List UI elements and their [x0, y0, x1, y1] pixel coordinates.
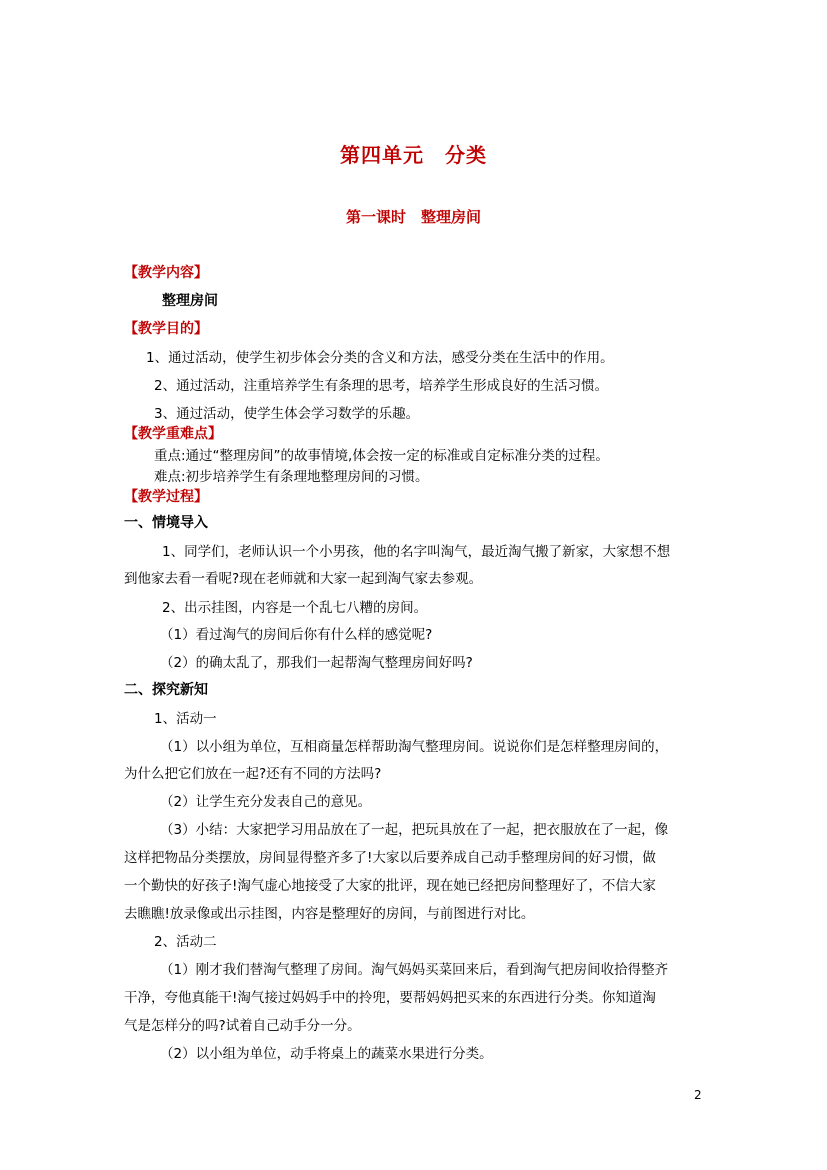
part1-p1-line2: 到他家去看一看呢?现在老师就和大家一起到淘气家去参观。 [124, 571, 483, 587]
part1-p2: 2、出示挂图，内容是一个乱七八糟的房间。 [162, 600, 428, 616]
activity-2-item1-line2: 干净，夸他真能干!淘气接过妈妈手中的拎兜，要帮妈妈把买来的东西进行分类。你知道淘 [124, 990, 656, 1006]
part1-q1: （1）看过淘气的房间后你有什么样的感觉呢? [160, 627, 433, 643]
page-number: 2 [694, 1088, 702, 1102]
activity-1-item3-line3: 一个勤快的好孩子!淘气虚心地接受了大家的批评，现在她已经把房间整理好了，不信大家 [124, 878, 656, 894]
activity-2-label: 2、活动二 [154, 934, 217, 950]
difficult-point: 难点:初步培养学生有条理地整理房间的习惯。 [154, 469, 429, 485]
content-heading: 【教学内容】 [124, 265, 208, 281]
part1-heading: 一、情境导入 [124, 515, 208, 531]
activity-2-item2: （2）以小组为单位，动手将桌上的蔬菜水果进行分类。 [160, 1046, 493, 1062]
activity-1-item2: （2）让学生充分发表自己的意见。 [160, 794, 372, 810]
goals-heading: 【教学目的】 [124, 321, 208, 337]
lesson-subtitle: 第一课时 整理房间 [345, 208, 481, 226]
activity-1-item1-line1: （1）以小组为单位，互相商量怎样帮助淘气整理房间。说说你们是怎样整理房间的， [160, 739, 669, 755]
goal-3: 3、通过活动，使学生体会学习数学的乐趣。 [154, 406, 420, 422]
process-heading: 【教学过程】 [124, 489, 208, 505]
page-title: 第四单元 分类 [340, 143, 487, 167]
activity-1-item3-line1: （3）小结：大家把学习用品放在了一起，把玩具放在了一起，把衣服放在了一起，像 [160, 822, 669, 838]
activity-2-item1-line1: （1）刚才我们替淘气整理了房间。淘气妈妈买菜回来后，看到淘气把房间收拾得整齐 [160, 962, 669, 978]
activity-1-label: 1、活动一 [154, 711, 217, 727]
part1-p1-line1: 1、同学们，老师认识一个小男孩，他的名字叫淘气，最近淘气搬了新家，大家想不想 [162, 544, 671, 560]
activity-1-item3-line2: 这样把物品分类摆放，房间显得整齐多了!大家以后要养成自己动手整理房间的好习惯，做 [124, 850, 656, 866]
goal-1: 1、通过活动，使学生初步体会分类的含义和方法，感受分类在生活中的作用。 [146, 350, 614, 366]
content-text: 整理房间 [162, 293, 218, 309]
activity-1-item1-line2: 为什么把它们放在一起?还有不同的方法吗? [124, 766, 382, 782]
key-point: 重点:通过“整理房间”的故事情境,体会按一定的标准或自定标准分类的过程。 [154, 448, 609, 464]
part2-heading: 二、探究新知 [124, 682, 208, 698]
part1-q2: （2）的确太乱了，那我们一起帮淘气整理房间好吗? [160, 655, 473, 671]
key-points-heading: 【教学重难点】 [124, 426, 222, 442]
activity-2-item1-line3: 气是怎样分的吗?试着自己动手分一分。 [124, 1018, 361, 1034]
goal-2: 2、通过活动，注重培养学生有条理的思考，培养学生形成良好的生活习惯。 [154, 378, 609, 394]
activity-1-item3-line4: 去瞧瞧!放录像或出示挂图，内容是整理好的房间，与前图进行对比。 [124, 906, 535, 922]
